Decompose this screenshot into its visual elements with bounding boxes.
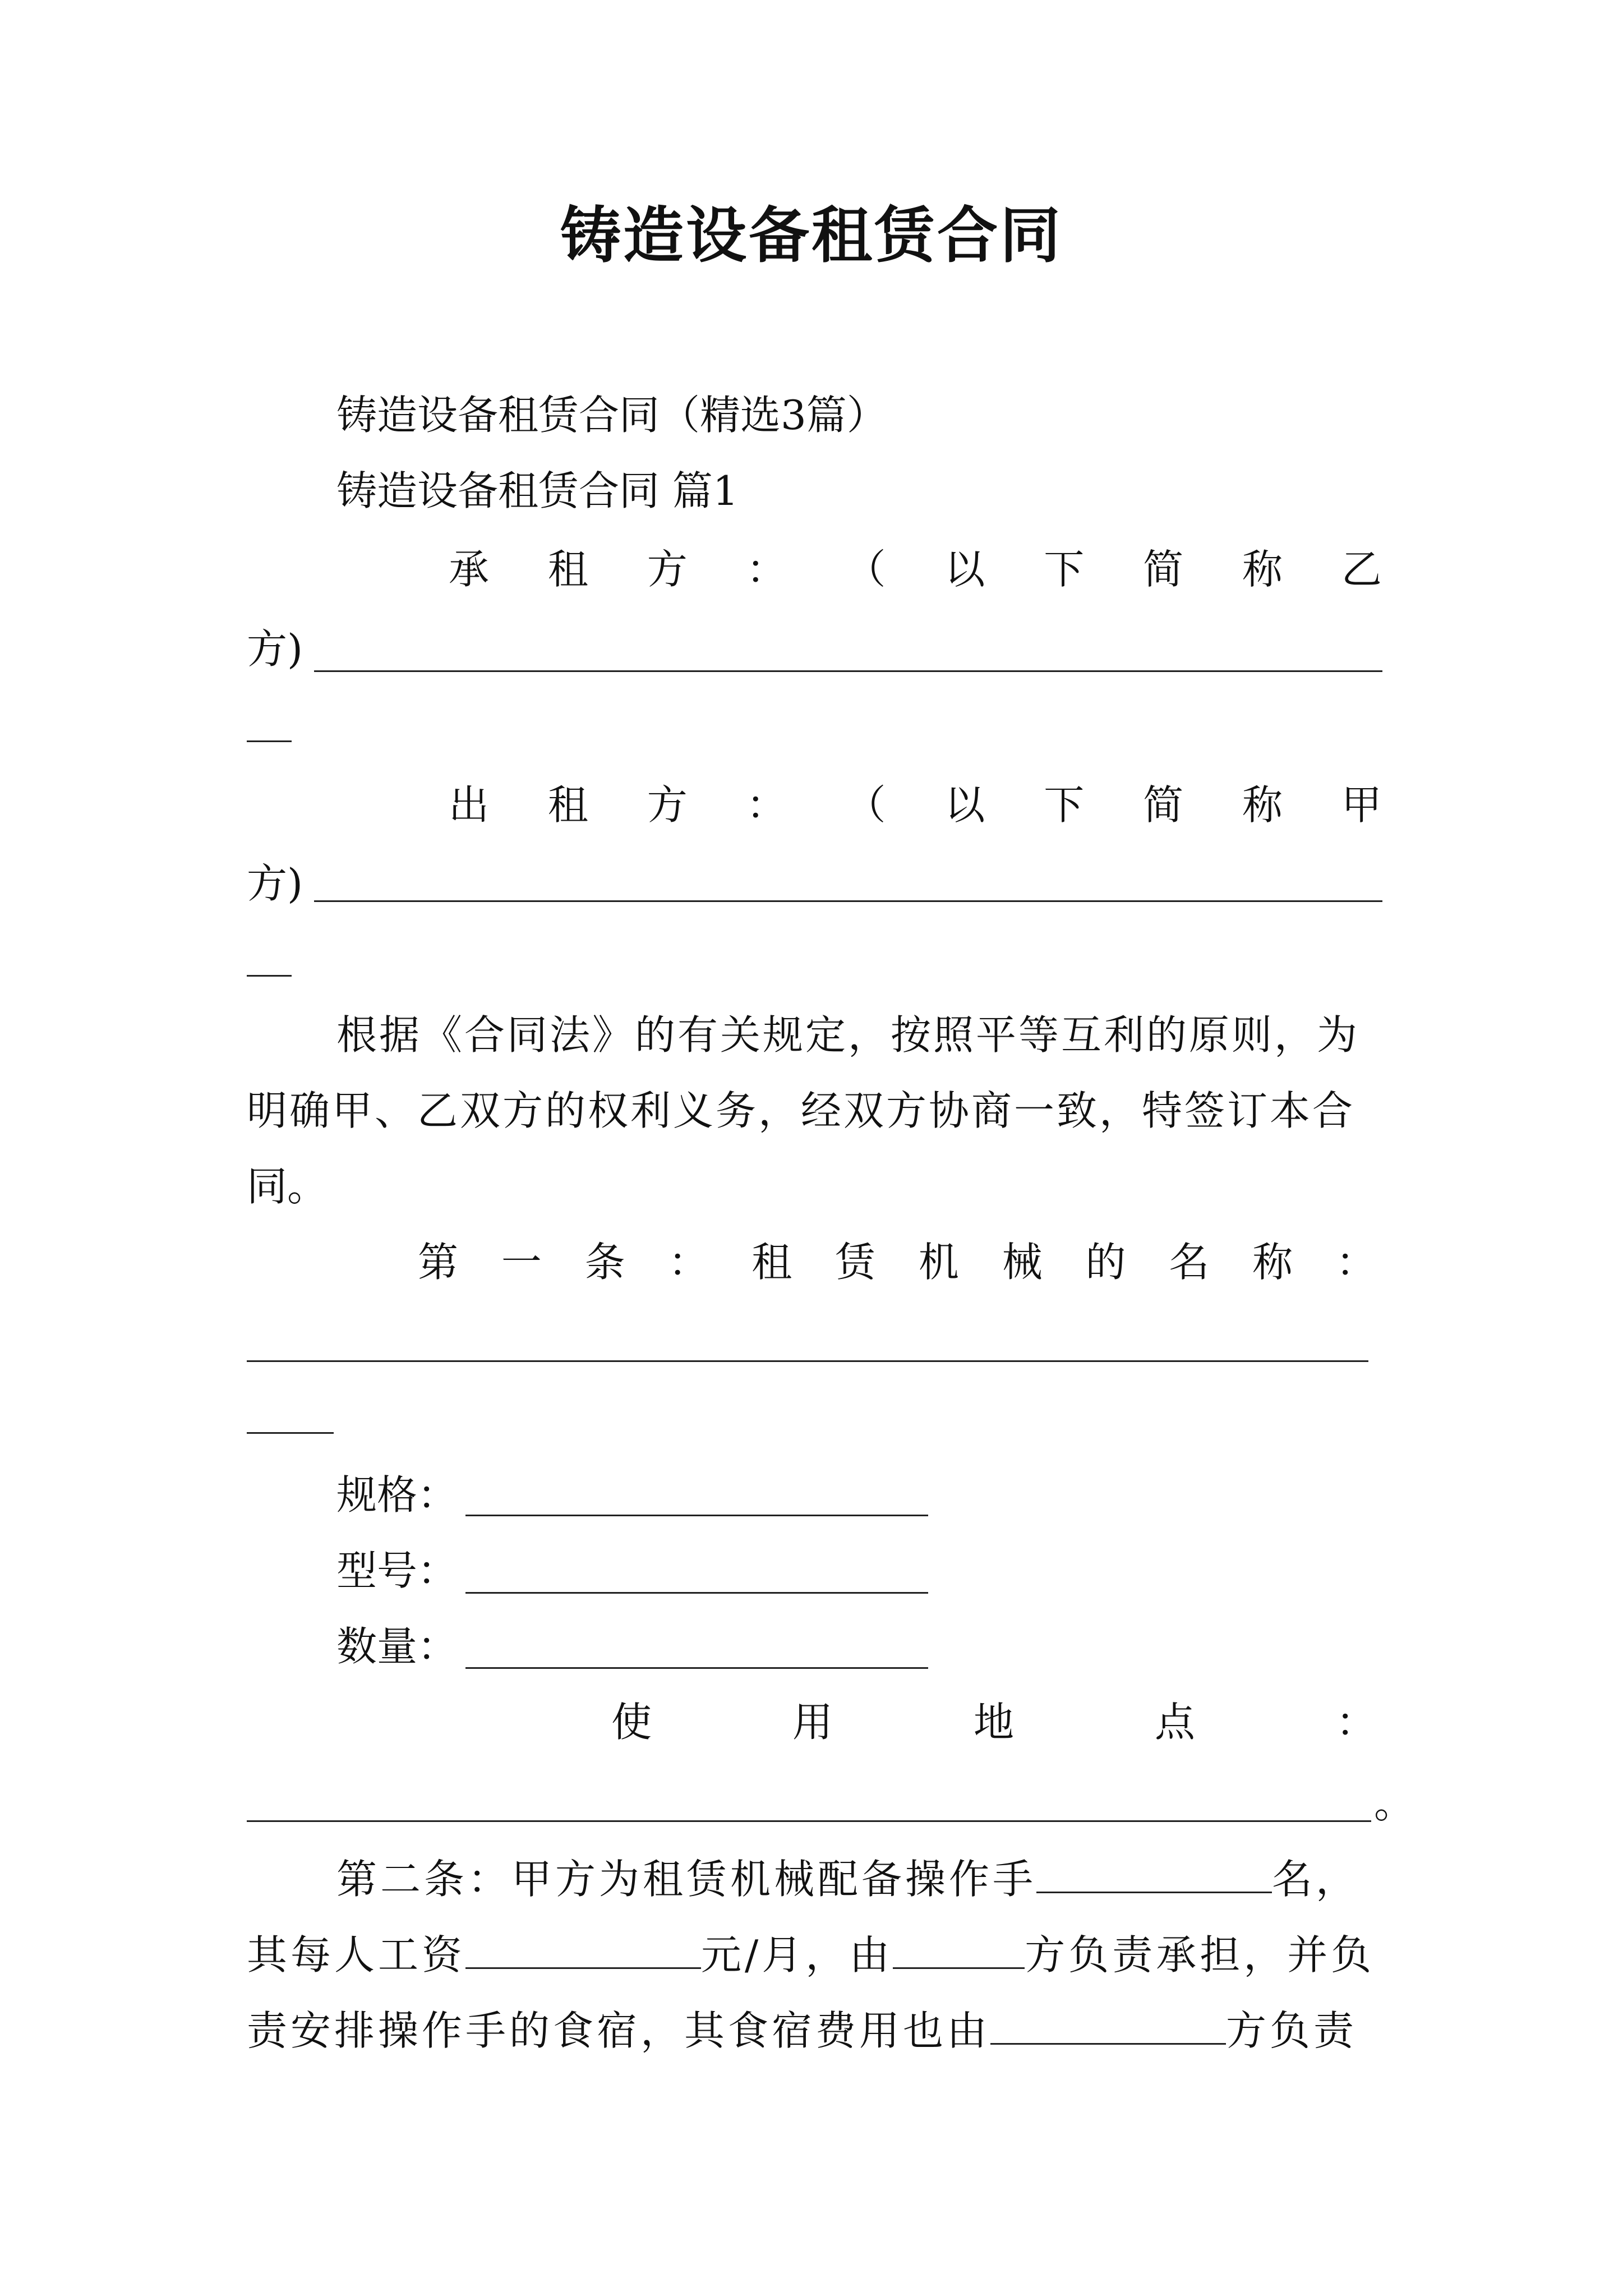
lessor-blank-line — [314, 900, 1382, 902]
salary-party-blank — [893, 1927, 1025, 1969]
location-row-char: 用 — [792, 1699, 833, 1746]
lessee-row-char: 租 — [547, 546, 588, 593]
lessee-row-char: 称 — [1242, 546, 1283, 593]
lessor-row-char: 以 — [944, 781, 985, 829]
lessor-row-char: 租 — [547, 781, 588, 829]
document-subtitle: 铸造设备租赁合同（精选3篇） — [336, 392, 887, 439]
lessor-end-text: 方) — [247, 860, 303, 907]
lessor-row-char: 方 — [647, 781, 688, 829]
article2-text-3a: 责安排操作手的食宿，其食宿费用也由 — [247, 2007, 991, 2054]
model-label: 型号： — [336, 1547, 458, 1594]
lessee-label-row — [449, 541, 1382, 597]
article1-row-char: 械 — [1002, 1239, 1043, 1286]
article2-line-2 — [247, 1927, 1375, 1983]
lessee-row-char: 简 — [1143, 546, 1184, 593]
article2-text-2c: 方负责承担，并负 — [1025, 1931, 1375, 1978]
lessor-row-char: 称 — [1242, 781, 1283, 829]
article2-text-2a: 其每人工资 — [247, 1931, 466, 1978]
lessor-label-row — [449, 777, 1382, 833]
location-row-char: ： — [1335, 1699, 1376, 1746]
article1-row-char: 第 — [418, 1239, 459, 1286]
location-blank-line — [247, 1820, 1371, 1822]
lessee-blank-line-cont — [247, 740, 292, 742]
lessor-row-char: ： — [746, 781, 787, 829]
lessor-row-char: 下 — [1044, 781, 1085, 829]
lessee-end-text: 方) — [247, 625, 303, 673]
lessee-row-char: （ — [845, 546, 886, 593]
model-blank — [465, 1592, 928, 1594]
quantity-label: 数量： — [336, 1623, 458, 1670]
lodging-party-blank — [990, 2003, 1226, 2045]
lessee-blank-line — [314, 670, 1382, 672]
lessee-row-char: 下 — [1044, 546, 1085, 593]
location-row-char: 点 — [1154, 1699, 1195, 1746]
lessee-row-char: ： — [746, 546, 787, 593]
article2-text-1a: 第二条：甲方为租赁机械配备操作手 — [336, 1856, 1037, 1903]
article1-row-char: ： — [668, 1239, 709, 1286]
article1-row-char: 机 — [918, 1239, 959, 1286]
article1-label-row — [418, 1234, 1376, 1290]
intro-line-1: 根据《合同法》的有关规定，按照平等互利的原则，为 — [336, 1011, 1360, 1059]
article2-text-1b: 名， — [1272, 1856, 1360, 1903]
article2-text-2b: 元/月，由 — [701, 1931, 893, 1978]
article1-row-char: ： — [1335, 1239, 1376, 1286]
section-heading: 铸造设备租赁合同 篇1 — [336, 467, 739, 514]
article1-blank-line — [247, 1360, 1368, 1362]
article2-text-3b: 方负责 — [1226, 2007, 1358, 2054]
lessee-row-char: 方 — [647, 546, 688, 593]
operator-count-blank — [1036, 1851, 1272, 1893]
location-row-char: 使 — [611, 1699, 652, 1746]
article1-row-char: 名 — [1169, 1239, 1210, 1286]
article2-line-1 — [336, 1851, 1359, 1907]
article1-row-char: 一 — [501, 1239, 542, 1286]
lessor-row-char: 甲 — [1341, 781, 1382, 829]
article1-blank-line-cont — [247, 1432, 334, 1434]
article1-row-char: 租 — [751, 1239, 792, 1286]
document-title: 铸造设备租赁合同 — [560, 200, 1063, 271]
article1-row-char: 条 — [584, 1239, 625, 1286]
salary-blank — [465, 1927, 701, 1969]
lessor-row-char: （ — [845, 781, 886, 829]
lessee-row-char: 乙 — [1341, 546, 1382, 593]
lessor-blank-line-cont — [247, 975, 292, 977]
intro-line-2: 明确甲、乙双方的权利义务，经双方协商一致，特签订本合 — [247, 1087, 1355, 1134]
spec-blank — [465, 1515, 928, 1516]
lessee-row-char: 承 — [449, 546, 490, 593]
article1-row-char: 称 — [1252, 1239, 1293, 1286]
location-label-row — [611, 1694, 1376, 1750]
lessor-row-char: 出 — [449, 781, 490, 829]
quantity-blank — [465, 1667, 928, 1669]
lessee-row-char: 以 — [944, 546, 985, 593]
article1-row-char: 的 — [1085, 1239, 1126, 1286]
article2-line-3 — [247, 2003, 1357, 2059]
article1-row-char: 赁 — [835, 1239, 876, 1286]
location-end-punct: 。 — [1374, 1780, 1415, 1827]
spec-label: 规格： — [336, 1471, 458, 1519]
location-row-char: 地 — [973, 1699, 1014, 1746]
lessor-row-char: 简 — [1143, 781, 1184, 829]
intro-line-3: 同。 — [247, 1163, 328, 1210]
